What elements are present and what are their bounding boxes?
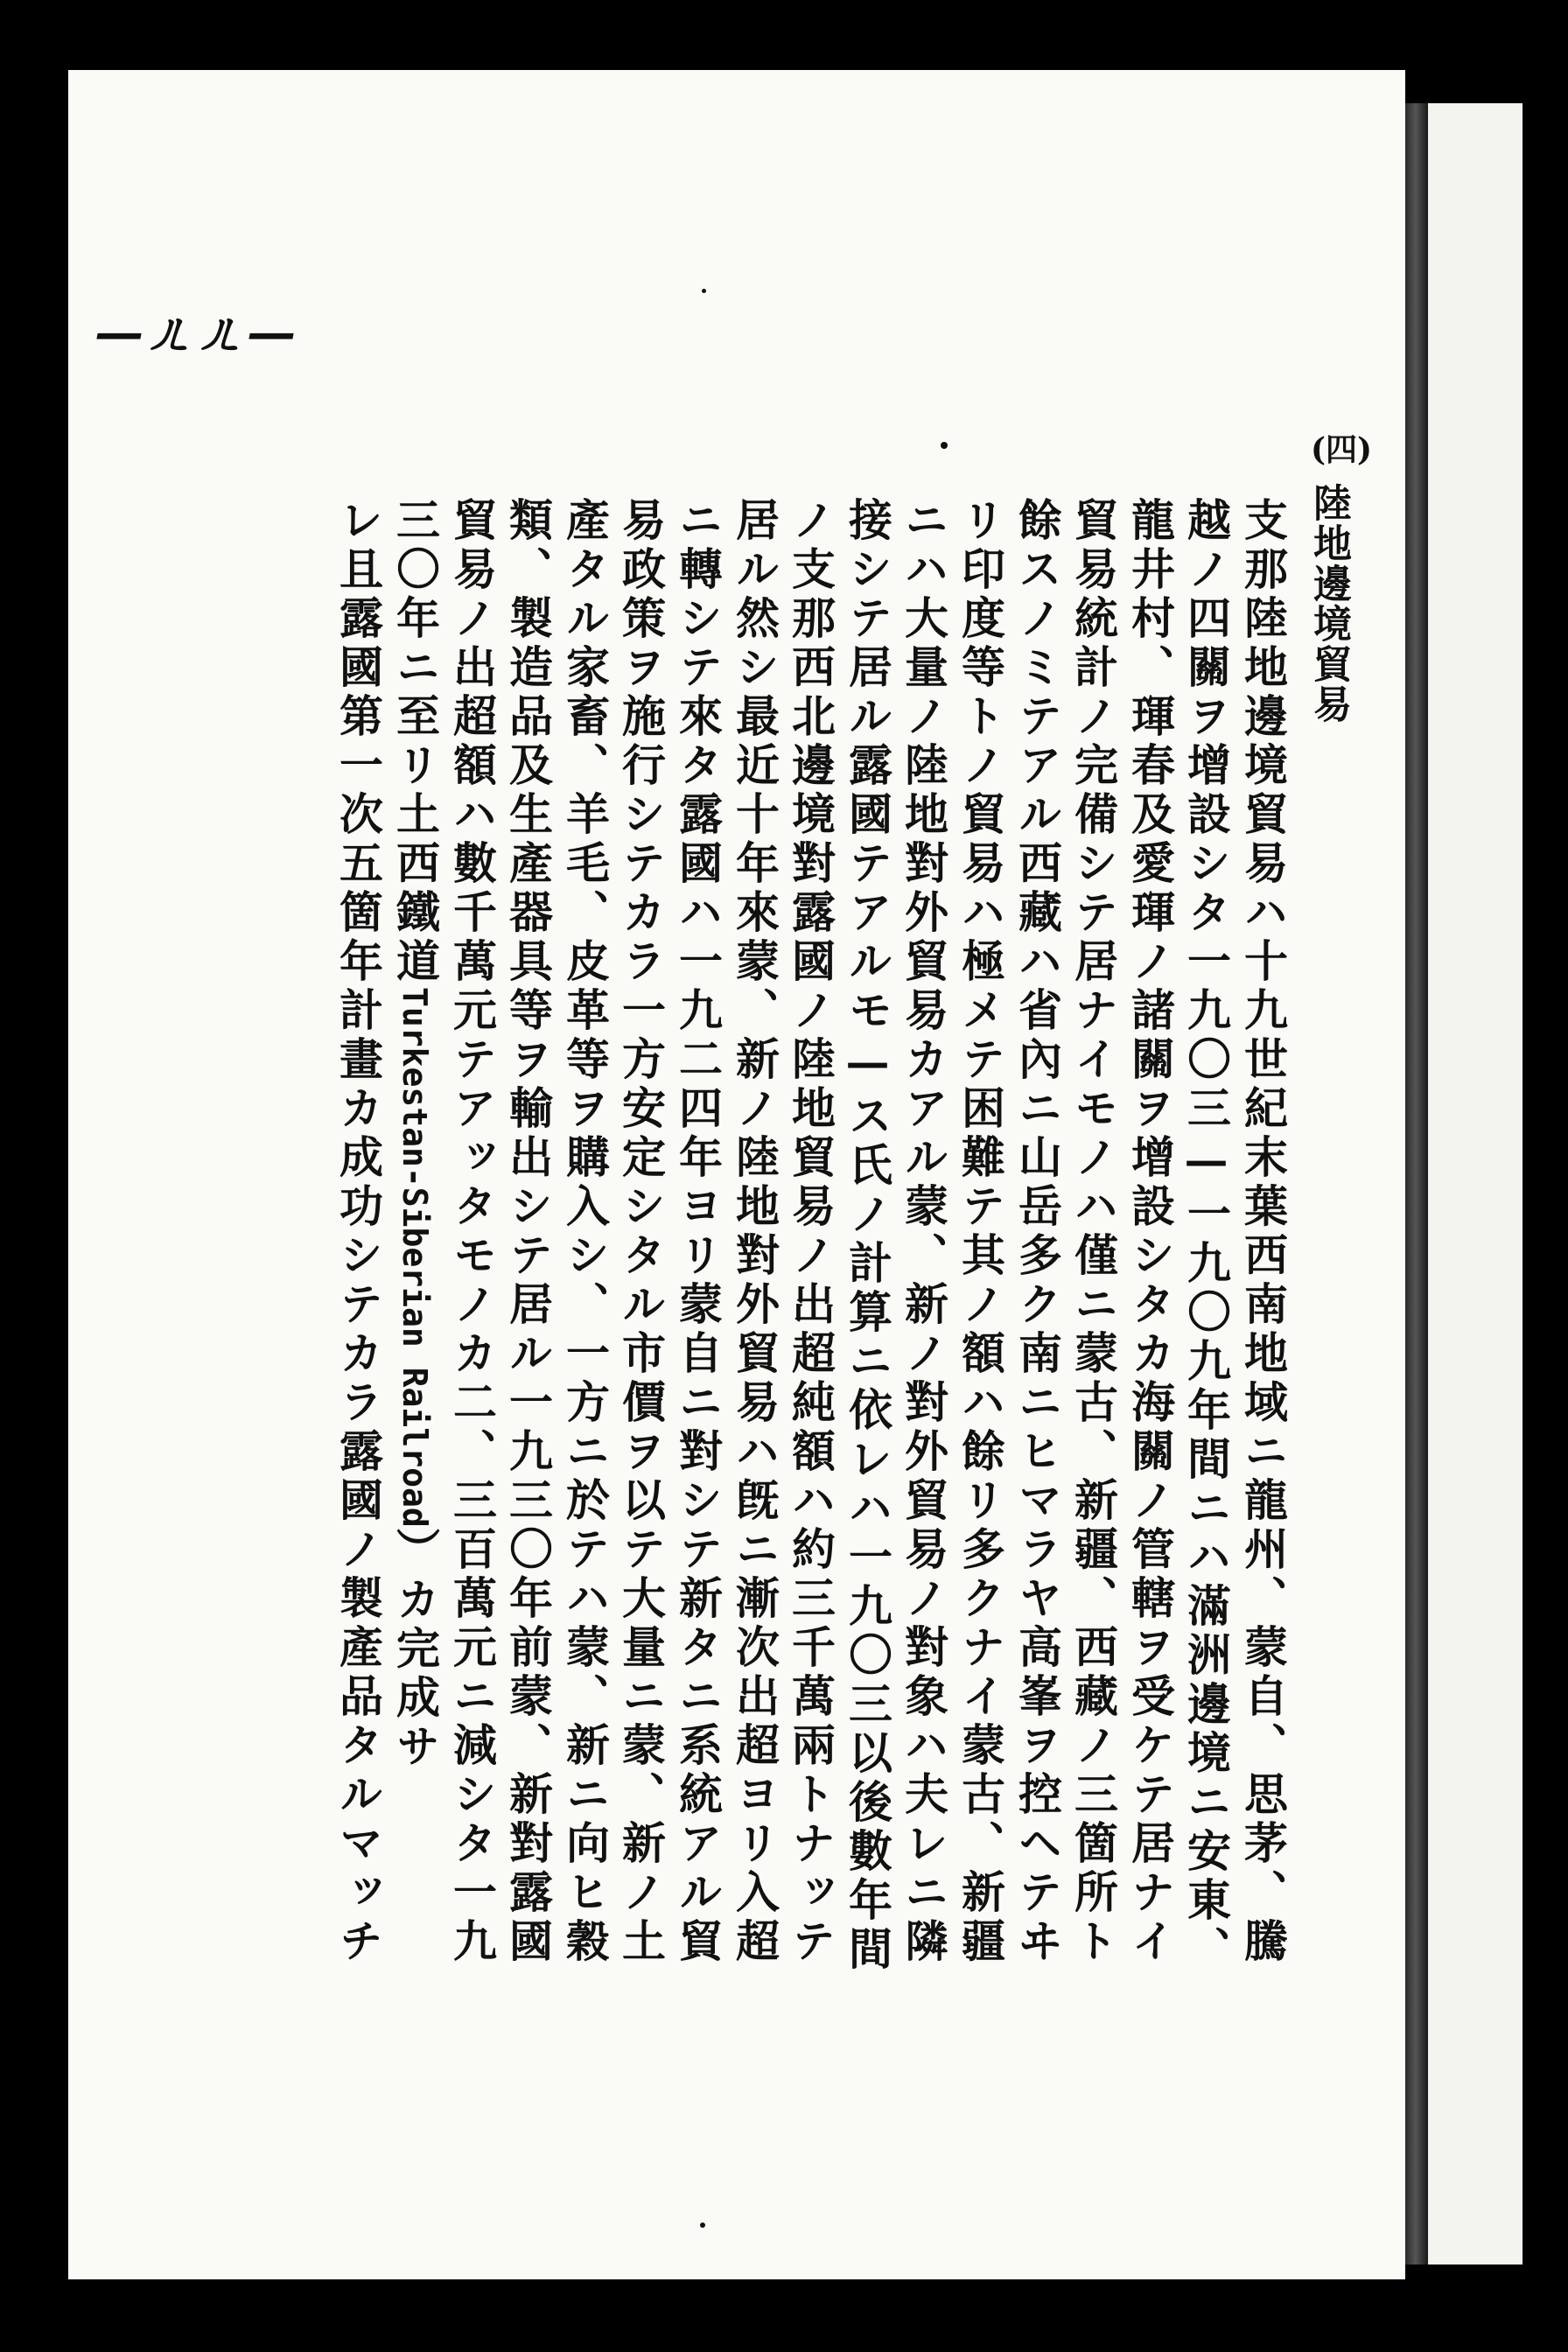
text-column <box>502 497 554 1967</box>
column-text: 產タル家畜、羊毛、皮革等ヲ購入シ、一方ニ於テハ蒙、新ニ向ヒ穀 <box>559 497 611 1967</box>
text-column <box>615 497 667 1967</box>
column-text: 貿易ノ出超額ハ數千萬元テアッタモノカ二、三百萬元ニ減シタ一九 <box>446 497 498 1967</box>
text-column <box>559 497 611 1967</box>
print-speck <box>941 442 948 449</box>
column-text: 越ノ四關ヲ增設シタ一九〇三—一九〇九年間ニハ滿洲邊境ニ安東、 <box>1180 497 1232 1975</box>
latin-term: Turkestan-Siberian Railroad <box>396 987 434 1528</box>
column-text: リ印度等トノ貿易ハ極メテ困難テ其ノ額ハ餘リ多クナイ蒙古、新疆 <box>955 497 1006 1967</box>
text-column <box>1012 497 1063 1967</box>
column-text: 支那陸地邊境貿易ハ十九世紀末葉西南地域ニ龍州、蒙自、思茅、騰 <box>1237 497 1289 1967</box>
print-speck <box>702 289 706 293</box>
book-gutter <box>1405 103 1428 2264</box>
page-number: —ㄦㄦ— <box>94 304 298 361</box>
column-text: 易政策ヲ施行シテカラ一方安定シタル市價ヲ以テ大量ニ蒙、新ノ土 <box>615 497 667 1967</box>
column-text: ニハ大量ノ陸地對外貿易カアル蒙、新ノ對外貿易ノ對象ハ夫レニ隣 <box>898 497 949 1967</box>
text-column <box>842 497 893 1975</box>
text-column <box>446 497 498 1967</box>
column-text: 居ル然シ最近十年來蒙、新ノ陸地對外貿易ハ旣ニ漸次出超ヨリ入超 <box>729 497 780 1967</box>
text-column <box>1068 497 1119 1967</box>
column-text: 龍井村、琿春及愛琿ノ諸關ヲ增設シタカ海關ノ管轄ヲ受ケテ居ナイ <box>1124 497 1176 1967</box>
column-text: 類、製造品及生產器具等ヲ輸出シテ居ル一九三〇年前蒙、新對露國 <box>502 497 554 1967</box>
text-column <box>785 497 836 1967</box>
text-column <box>955 497 1006 1967</box>
text-column <box>389 497 441 1773</box>
column-text: ノ支那西北邊境對露國ノ陸地貿易ノ出超純額ハ約三千萬兩トナッテ <box>785 497 836 1967</box>
print-speck <box>700 2222 705 2228</box>
column-text: ニ轉シテ來タ露國ハ一九二四年ヨリ蒙自ニ對シテ新タニ系統アル貿 <box>672 497 724 1967</box>
text-column <box>729 497 780 1967</box>
text-column <box>1237 497 1289 1967</box>
column-text-tail: ）カ完成サ <box>389 1527 441 1773</box>
section-number: (四) <box>1311 431 1373 468</box>
section-title: 陸地邊境貿易 <box>1306 483 1351 724</box>
text-column <box>898 497 949 1967</box>
text-column <box>1180 497 1232 1975</box>
text-column <box>1124 497 1176 1967</box>
text-column <box>332 497 384 1967</box>
text-column <box>672 497 724 1967</box>
column-text: 餘スノミテアル西藏ハ省內ニ山岳多ク南ニヒマラヤ高峯ヲ控ヘテヰ <box>1012 497 1063 1967</box>
adjacent-page-edge <box>1428 103 1522 2264</box>
column-text: 三〇年ニ至リ土西鐵道 <box>389 497 441 987</box>
column-text: レ且露國第一次五箇年計畫カ成功シテカラ露國ノ製產品タルマッチ <box>332 497 384 1967</box>
column-text: 接シテ居ル露國テアルモ—ス氏ノ計算ニ依レハ一九〇三以後數年間 <box>842 497 893 1975</box>
column-text: 貿易統計ノ完備シテ居ナイモノハ僅ニ蒙古、新疆、西藏ノ三箇所ト <box>1068 497 1119 1967</box>
